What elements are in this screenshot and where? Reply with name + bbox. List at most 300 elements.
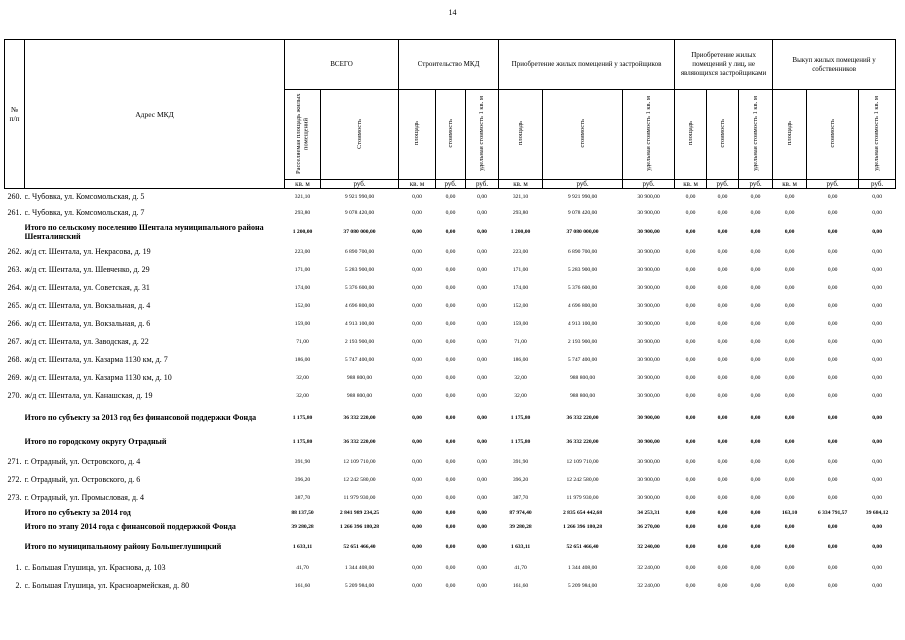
value-cell: 0,00 [445,392,456,399]
value-cell: 387,70 [512,494,529,501]
value-cell: 32,00 [514,392,527,399]
value-cell: 0,00 [685,193,696,200]
value-cell: 6 890 700,00 [567,248,598,255]
row-address: с. Чубовка, ул. Комсомольская, д. 7 [24,208,145,217]
value-cell: 1 633,11 [292,543,313,550]
value-cell: 0,00 [412,438,422,445]
value-cell: 0,00 [750,284,761,291]
row-number: 264. [7,283,22,292]
value-cell: 0,00 [784,266,795,273]
value-cell: 391,90 [294,458,311,465]
value-cell: 0,00 [412,509,422,516]
row-number: 267. [7,337,22,346]
value-cell: 0,00 [445,523,456,530]
value-cell: 12 242 580,00 [566,476,599,483]
value-cell: 0,00 [750,543,761,550]
value-cell: 0,00 [445,509,456,516]
value-cell: 71,00 [514,338,527,345]
value-cell: 0,00 [872,338,882,345]
subheader-nondev-cost: стоимость [707,90,739,180]
value-cell: 0,00 [477,228,487,235]
value-cell: 0,00 [445,248,456,255]
value-cell: 0,00 [445,209,456,216]
value-cell: 1 200,00 [510,228,531,235]
value-cell: 30 900,00 [637,374,660,381]
value-cell: 0,00 [784,209,795,216]
value-cell: 87 974,40 [509,509,532,516]
value-cell: 0,00 [827,438,838,445]
value-cell: 0,00 [477,338,487,345]
subheader-total-area: Расселяемая площадь жилых помещений [285,90,321,180]
value-cell: 41,70 [296,564,309,571]
row-address: ж/д ст. Шентала, ул. Шевченко, д. 29 [24,265,150,274]
value-cell: 186,00 [294,356,311,363]
value-cell: 1 344 408,00 [567,564,598,571]
value-cell: 0,00 [717,374,728,381]
row-number [5,221,25,243]
value-cell: 0,00 [827,458,838,465]
value-cell: 36 332 220,00 [566,438,599,445]
table-row [5,333,896,351]
value-cell: 5 209 984,00 [344,582,375,589]
value-cell: 0,00 [685,356,696,363]
value-cell: 0,00 [784,414,795,421]
value-cell: 0,00 [412,302,422,309]
value-cell: 0,00 [477,543,487,550]
value-cell: 2 841 989 234,25 [339,509,380,516]
row-address: с. Большая Глушица, ул. Краснова, д. 103 [24,563,166,572]
row-number: 262. [7,247,22,256]
unit-label: кв. м [675,180,707,189]
value-cell: 0,00 [872,228,882,235]
value-cell: 30 900,00 [637,248,660,255]
value-cell: 0,00 [872,543,882,550]
value-cell: 0,00 [872,248,882,255]
value-cell: 12 109 710,00 [566,458,599,465]
value-cell: 0,00 [784,494,795,501]
value-cell: 321,10 [294,193,311,200]
subheader-build-unit-cost: удельная стоимость 1 кв. м [466,90,499,180]
row-number: 271. [7,457,22,466]
value-cell: 36 332 220,00 [343,438,376,445]
value-cell: 0,00 [784,338,795,345]
value-cell: 0,00 [685,392,696,399]
value-cell: 293,80 [294,209,311,216]
value-cell: 0,00 [477,564,487,571]
row-address: Итого по этапу 2014 года с финансовой поддержкой Фонда [24,522,236,531]
value-cell: 0,00 [717,476,728,483]
value-cell: 1 175,80 [510,438,531,445]
value-cell: 0,00 [477,284,487,291]
value-cell: 6 890 700,00 [344,248,375,255]
value-cell: 0,00 [784,523,795,530]
subheader-nondev-unit-cost: удельная стоимость 1 кв. м [739,90,773,180]
row-number: 260. [7,192,22,202]
value-cell: 0,00 [750,414,761,421]
value-cell: 0,00 [872,438,882,445]
value-cell: 0,00 [784,392,795,399]
value-cell: 0,00 [412,374,422,381]
housing-table [4,39,896,595]
value-cell: 0,00 [685,564,696,571]
value-cell: 0,00 [784,284,795,291]
value-cell: 174,00 [294,284,311,291]
value-cell: 0,00 [750,302,761,309]
unit-label: руб. [859,180,896,189]
value-cell: 32 240,00 [637,564,660,571]
row-address: ж/д ст. Шентала, ул. Заводская, д. 22 [24,337,149,346]
value-cell: 0,00 [872,523,882,530]
table-row [5,297,896,315]
value-cell: 30 900,00 [637,438,660,445]
value-cell: 0,00 [477,458,487,465]
value-cell: 0,00 [827,523,838,530]
value-cell: 30 900,00 [637,356,660,363]
value-cell: 4 696 800,00 [344,302,375,309]
value-cell: 0,00 [872,374,882,381]
value-cell: 0,00 [412,494,422,501]
value-cell: 0,00 [445,374,456,381]
subtotal-row [5,519,896,535]
value-cell: 0,00 [717,338,728,345]
value-cell: 0,00 [827,494,838,501]
value-cell: 0,00 [685,414,696,421]
value-cell: 0,00 [412,228,422,235]
value-cell: 0,00 [827,356,838,363]
col-number-header: № п/п [5,40,25,189]
value-cell: 0,00 [717,494,728,501]
value-cell: 0,00 [784,476,795,483]
value-cell: 161,60 [294,582,311,589]
value-cell: 30 900,00 [637,392,660,399]
row-number: 2. [15,581,22,590]
value-cell: 0,00 [717,458,728,465]
table-header [5,40,896,189]
value-cell: 0,00 [872,356,882,363]
row-number [5,405,25,431]
table-row [5,279,896,297]
table-row [5,453,896,471]
value-cell: 0,00 [827,209,838,216]
row-number [5,507,25,519]
row-address: ж/д ст. Шентала, ул. Некрасова, д. 19 [24,247,151,256]
value-cell: 0,00 [784,543,795,550]
row-address: ж/д ст. Шентала, ул. Канашская, д. 19 [24,391,153,400]
subheader-buyout-cost: стоимость [807,90,859,180]
value-cell: 0,00 [827,564,838,571]
subtotal-row [5,431,896,453]
row-address: ж/д ст. Шентала, ул. Вокзальная, д. 6 [24,319,151,328]
table-row [5,387,896,405]
value-cell: 30 900,00 [637,193,660,200]
value-cell: 37 080 000,00 [566,228,599,235]
value-cell: 0,00 [685,543,696,550]
value-cell: 0,00 [827,582,838,589]
value-cell: 171,00 [294,266,311,273]
row-number: 263. [7,265,22,274]
value-cell: 32,00 [296,374,309,381]
value-cell: 39 684,12 [865,509,889,516]
row-address: г. Отрадный, ул. Островского, д. 4 [24,457,141,466]
value-cell: 0,00 [412,284,422,291]
value-cell: 0,00 [717,392,728,399]
row-address: ж/д ст. Шентала, ул. Казарма 1130 км, д. 10 [24,373,172,382]
value-cell: 0,00 [750,494,761,501]
value-cell: 293,80 [512,209,529,216]
value-cell: 52 651 466,40 [343,543,376,550]
value-cell: 0,00 [685,438,696,445]
value-cell: 0,00 [685,266,696,273]
value-cell: 152,00 [512,302,529,309]
value-cell: 0,00 [784,356,795,363]
value-cell: 0,00 [827,476,838,483]
value-cell: 32,00 [296,392,309,399]
value-cell: 0,00 [477,476,487,483]
subheader-buyout-area: площадь [773,90,807,180]
row-address: ж/д ст. Шентала, ул. Советская, д. 31 [24,283,150,292]
table-row [5,577,896,595]
value-cell: 0,00 [750,338,761,345]
unit-label: кв. м [285,180,321,189]
value-cell: 30 900,00 [637,209,660,216]
row-number [5,431,25,453]
value-cell: 0,00 [445,356,456,363]
row-number: 266. [7,319,22,328]
value-cell: 988 800,00 [569,374,596,381]
value-cell: 32 240,00 [637,582,660,589]
value-cell: 0,00 [872,392,882,399]
value-cell: 5 747 400,00 [567,356,598,363]
subheader-total-cost: Стоимость [321,90,399,180]
value-cell: 0,00 [827,193,838,200]
value-cell: 0,00 [750,438,761,445]
value-cell: 2 193 900,00 [344,338,375,345]
value-cell: 0,00 [477,374,487,381]
row-number: 272. [7,475,22,484]
value-cell: 396,20 [294,476,311,483]
value-cell: 30 900,00 [637,414,660,421]
unit-label: руб. [807,180,859,189]
value-cell: 0,00 [445,320,456,327]
unit-label: руб. [321,180,399,189]
value-cell: 32 240,00 [637,543,660,550]
value-cell: 32,00 [514,374,527,381]
value-cell: 5 283 900,00 [567,266,598,273]
value-cell: 0,00 [827,338,838,345]
value-cell: 0,00 [872,320,882,327]
value-cell: 4 913 100,00 [344,320,375,327]
value-cell: 0,00 [445,582,456,589]
value-cell: 12 109 710,00 [343,458,376,465]
value-cell: 0,00 [717,582,728,589]
value-cell: 0,00 [685,248,696,255]
value-cell: 0,00 [445,284,456,291]
value-cell: 36 270,00 [637,523,660,530]
value-cell: 30 900,00 [637,320,660,327]
table-row [5,205,896,221]
row-number: 265. [7,301,22,310]
value-cell: 0,00 [445,476,456,483]
table-row [5,559,896,577]
value-cell: 174,00 [512,284,529,291]
value-cell: 5 209 984,00 [567,582,598,589]
value-cell: 0,00 [717,414,728,421]
value-cell: 1 175,80 [510,414,531,421]
value-cell: 0,00 [872,476,882,483]
value-cell: 0,00 [750,356,761,363]
value-cell: 0,00 [717,302,728,309]
value-cell: 37 080 000,00 [343,228,376,235]
table-row [5,471,896,489]
value-cell: 0,00 [412,476,422,483]
value-cell: 0,00 [827,302,838,309]
subheader-build-cost: стоимость [436,90,466,180]
row-address: г. Отрадный, ул. Промысловая, д. 4 [24,493,145,502]
value-cell: 0,00 [827,543,838,550]
value-cell: 0,00 [477,438,487,445]
value-cell: 0,00 [750,266,761,273]
value-cell: 0,00 [750,320,761,327]
value-cell: 0,00 [827,320,838,327]
value-cell: 0,00 [872,209,882,216]
value-cell: 0,00 [872,582,882,589]
value-cell: 0,00 [477,414,487,421]
value-cell: 34 253,31 [637,509,660,516]
value-cell: 161,60 [512,582,529,589]
value-cell: 988 800,00 [569,392,596,399]
subtotal-row [5,405,896,431]
value-cell: 0,00 [872,564,882,571]
value-cell: 0,00 [412,392,422,399]
row-address: ж/д ст. Шентала, ул. Казарма 1130 км, д. 7 [24,355,168,364]
value-cell: 0,00 [412,248,422,255]
value-cell: 30 900,00 [637,266,660,273]
subheader-nondev-area: площадь [675,90,707,180]
group-developers-header: Приобретение жилых помещений у застройщиков [499,40,675,90]
value-cell: 0,00 [827,374,838,381]
table-row [5,261,896,279]
value-cell: 0,00 [827,248,838,255]
value-cell: 0,00 [750,509,761,516]
row-number: 273. [7,493,22,502]
row-address: Итого по сельскому поселению Шентала муниципального района Шенталинский [24,222,264,241]
value-cell: 0,00 [477,193,487,200]
group-total-header: ВСЕГО [285,40,399,90]
value-cell: 0,00 [412,458,422,465]
value-cell: 0,00 [717,523,728,530]
value-cell: 30 900,00 [637,476,660,483]
row-address: с. Большая Глушица, ул. Красноармейская, д. 80 [24,581,190,590]
row-address: ж/д ст. Шентала, ул. Вокзальная, д. 4 [24,301,151,310]
value-cell: 163,10 [781,509,798,516]
value-cell: 0,00 [717,543,728,550]
value-cell: 0,00 [750,209,761,216]
value-cell: 171,00 [512,266,529,273]
row-address: Итого по субъекту за 2013 год без финансовой поддержки Фонда [24,413,257,422]
value-cell: 0,00 [685,302,696,309]
value-cell: 0,00 [412,193,422,200]
value-cell: 0,00 [784,193,795,200]
value-cell: 0,00 [685,338,696,345]
value-cell: 0,00 [827,284,838,291]
row-number [5,535,25,559]
value-cell: 0,00 [477,320,487,327]
value-cell: 4 696 800,00 [567,302,598,309]
table-row [5,315,896,333]
page-number: 14 [448,8,457,17]
value-cell: 0,00 [477,248,487,255]
value-cell: 4 913 100,00 [567,320,598,327]
group-non-developers-header: Приобретение жилых помещений у лиц, не являющихся застройщиками [675,40,773,90]
value-cell: 0,00 [685,494,696,501]
value-cell: 152,00 [294,302,311,309]
subtotal-row [5,221,896,243]
value-cell: 0,00 [784,228,795,235]
value-cell: 0,00 [412,266,422,273]
value-cell: 321,10 [512,193,529,200]
value-cell: 0,00 [477,392,487,399]
subheader-dev-area: площадь [499,90,543,180]
value-cell: 0,00 [750,458,761,465]
value-cell: 0,00 [412,582,422,589]
value-cell: 39 280,28 [509,523,532,530]
row-number: 268. [7,355,22,364]
value-cell: 0,00 [750,564,761,571]
row-address: г. Отрадный, ул. Островского, д. 6 [24,475,141,484]
value-cell: 0,00 [872,193,882,200]
value-cell: 0,00 [412,543,422,550]
row-address: Итого по городскому округу Отрадный [24,437,167,446]
value-cell: 0,00 [477,266,487,273]
table-row [5,243,896,261]
value-cell: 0,00 [717,193,728,200]
value-cell: 0,00 [412,414,422,421]
value-cell: 88 137,50 [291,509,314,516]
value-cell: 9 921 990,00 [567,193,598,200]
value-cell: 12 242 580,00 [343,476,376,483]
value-cell: 1 175,80 [292,438,313,445]
value-cell: 0,00 [445,438,456,445]
unit-label: кв. м [499,180,543,189]
unit-label: руб. [543,180,623,189]
row-address: с. Чубовка, ул. Комсомольская, д. 5 [24,192,145,202]
value-cell: 5 376 600,00 [567,284,598,291]
value-cell: 0,00 [445,338,456,345]
value-cell: 0,00 [872,302,882,309]
value-cell: 0,00 [477,209,487,216]
unit-label: руб. [436,180,466,189]
value-cell: 11 979 930,00 [566,494,599,501]
group-buyout-header: Выкуп жилых помещений у собственников [773,40,896,90]
value-cell: 5 376 600,00 [344,284,375,291]
value-cell: 0,00 [750,523,761,530]
col-address-header: Адрес МКД [25,40,285,189]
row-address: Итого по муниципальному району Большеглушицкий [24,542,222,551]
table-row [5,369,896,387]
value-cell: 0,00 [750,248,761,255]
value-cell: 0,00 [717,320,728,327]
value-cell: 0,00 [872,458,882,465]
value-cell: 1 266 396 180,28 [339,523,380,530]
value-cell: 30 900,00 [637,302,660,309]
table-row [5,351,896,369]
value-cell: 0,00 [717,564,728,571]
value-cell: 391,90 [512,458,529,465]
value-cell: 1 175,80 [292,414,313,421]
value-cell: 30 900,00 [637,458,660,465]
value-cell: 0,00 [784,320,795,327]
value-cell: 387,70 [294,494,311,501]
